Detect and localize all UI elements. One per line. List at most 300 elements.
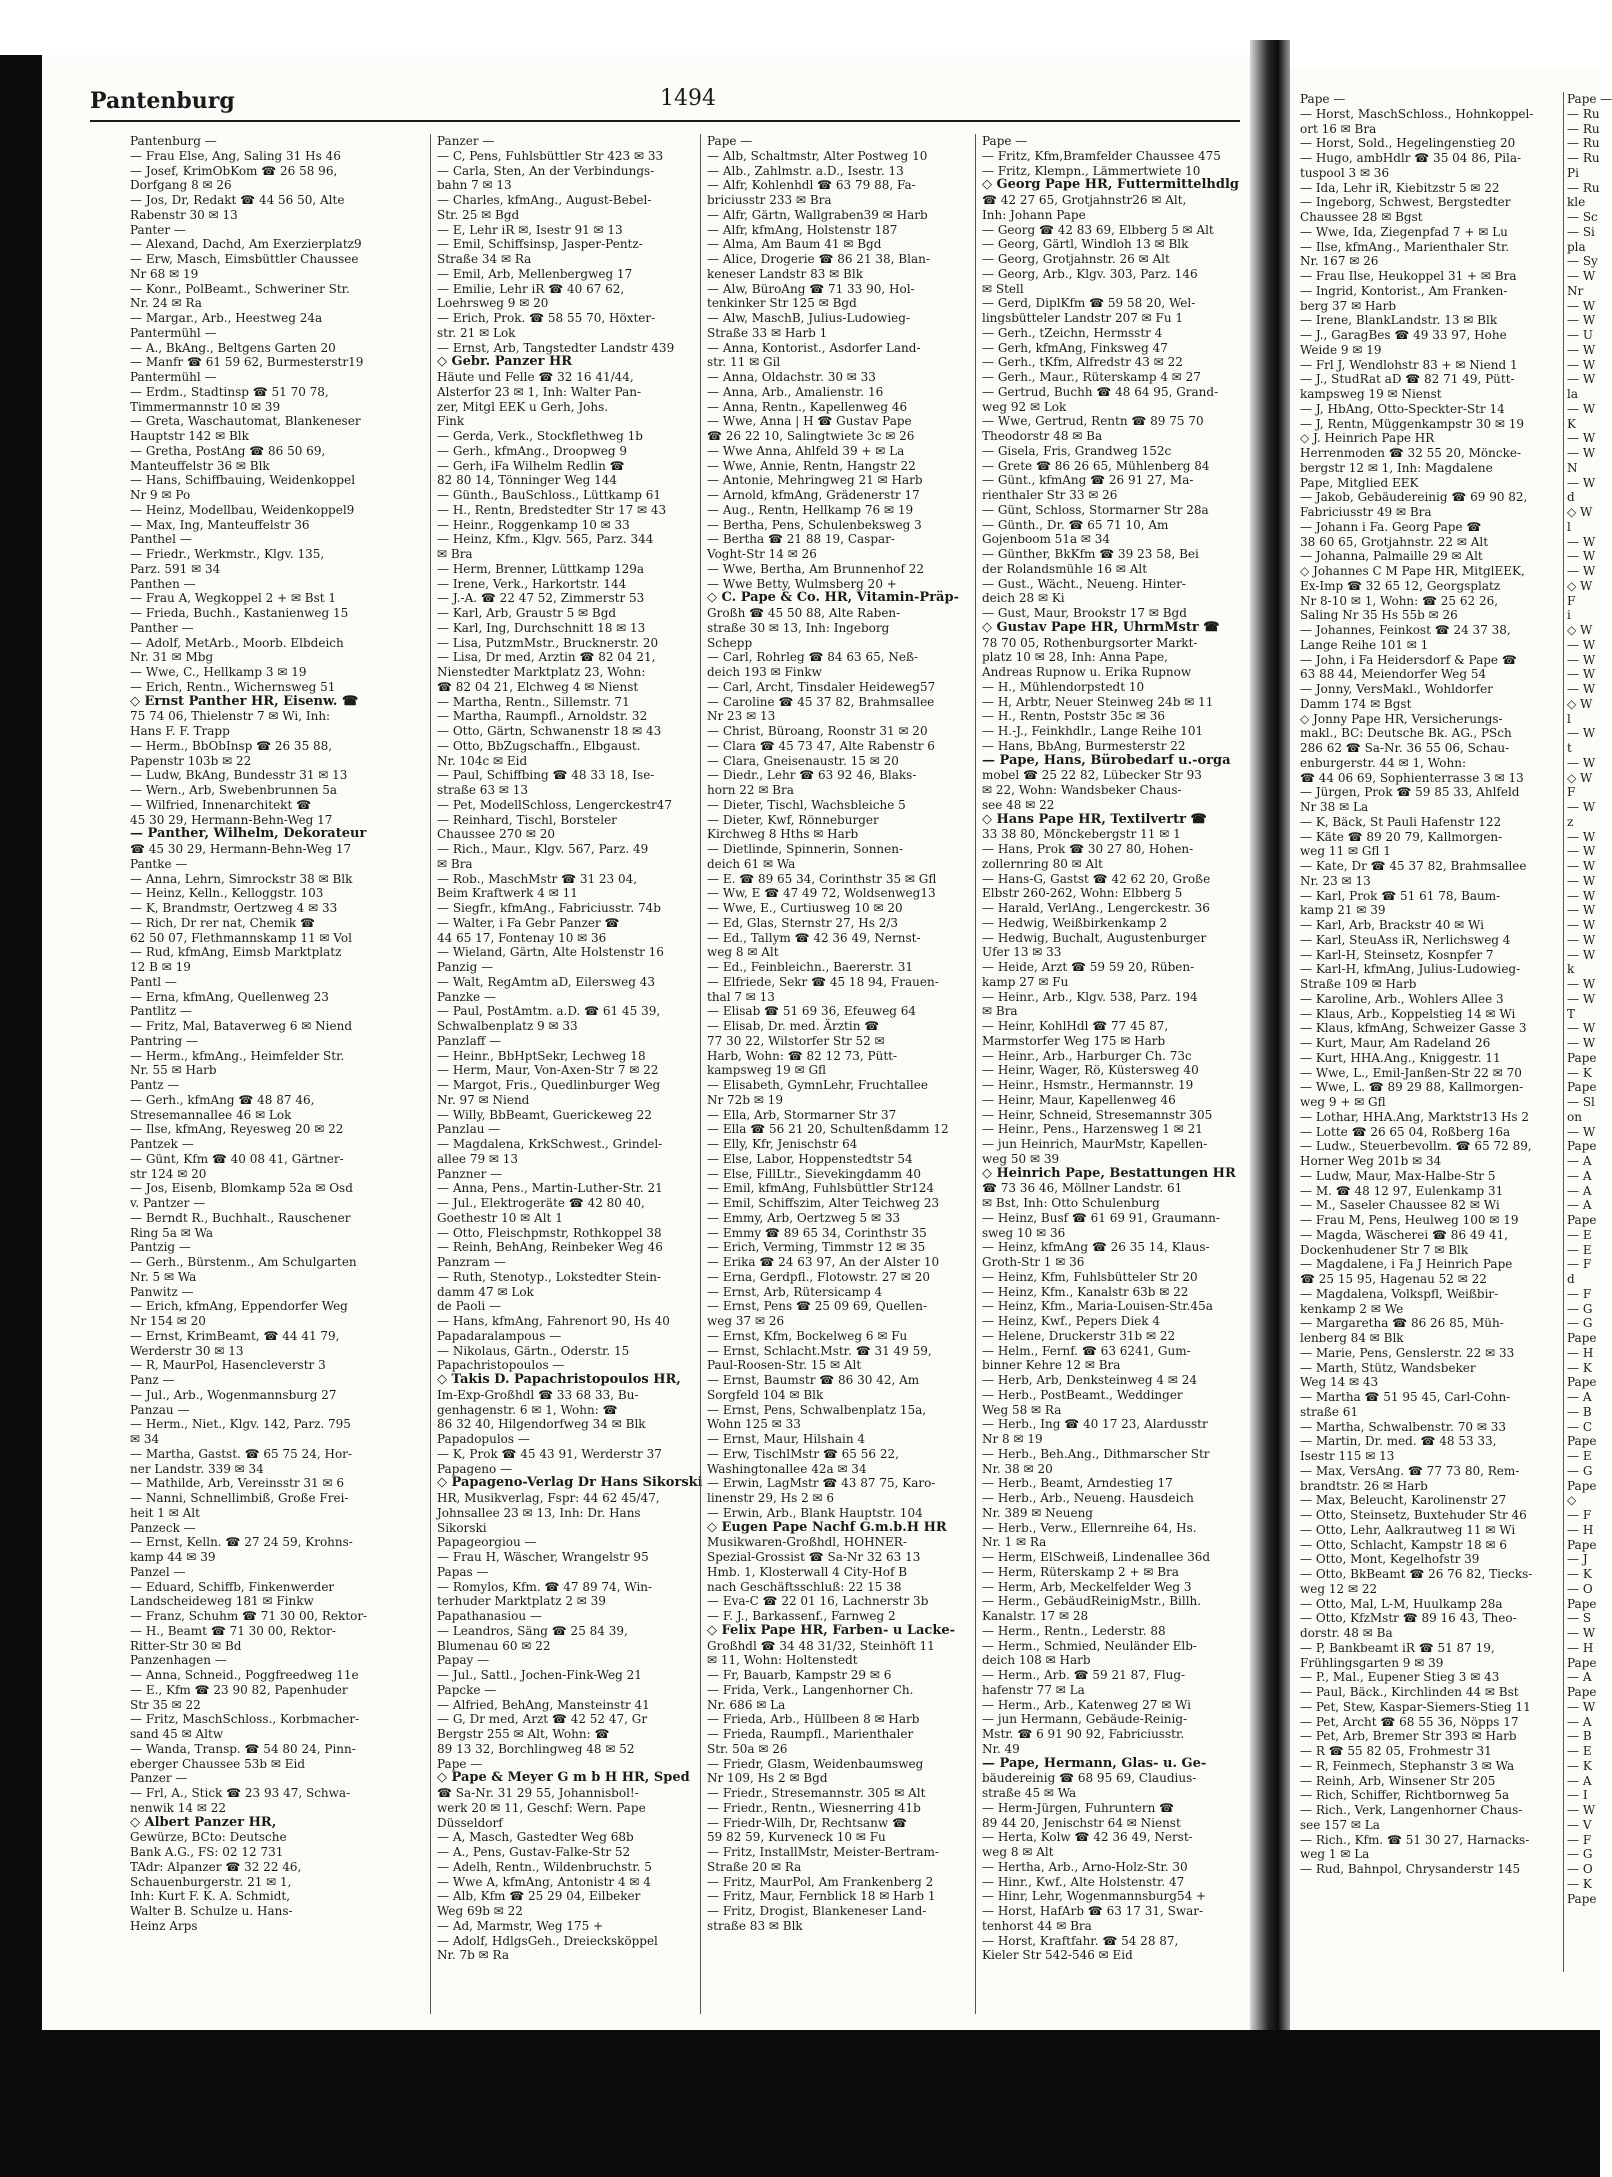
directory-entry-line: ◇ Johannes C M Pape HR, MitglEEK, [1300,564,1525,578]
directory-entry-line: — Heinr., Pens., Harzensweg 1 ✉ 21 [982,1122,1203,1137]
directory-entry-line: — Kate, Dr ☎ 45 37 82, Brahmsallee [1300,859,1527,873]
directory-entry-line: — Herm, Rüterskamp 2 + ✉ Bra [982,1564,1179,1579]
directory-entry-line: Papadopulos — [437,1432,530,1446]
directory-entry-line: — Erw, TischlMstr ☎ 65 56 22, [707,1446,899,1461]
directory-entry-line: — Erika ☎ 24 63 97, An der Alster 10 [707,1255,940,1269]
directory-entry-line: — Jakob, Gebäudereinig ☎ 69 90 82, [1300,490,1528,505]
directory-entry-line: — H [1567,1345,1594,1360]
directory-entry-line: Werderstr 30 ✉ 13 [130,1343,244,1358]
directory-entry-line: Goethestr 10 ✉ Alt 1 [437,1210,563,1225]
directory-entry-line: — Max, Ing, Manteuffelstr 36 [130,517,310,532]
directory-entry-line: — Heinz, Kfm., Klgv. 565, Parz. 344 [437,532,654,547]
directory-entry-line: enburgerstr. 44 ✉ 1, Wohn: [1300,755,1466,770]
directory-entry-line: Panzram — [437,1255,506,1269]
directory-entry-line: — J.-A. ☎ 22 47 52, Zimmerstr 53 [437,591,645,606]
directory-entry-line: zer, Mitgl EEK u Gerh, Johs. [437,399,609,414]
directory-entry-line: — Frau M, Pens, Heulweg 100 ✉ 19 [1300,1213,1519,1227]
directory-entry-line: l [1567,711,1571,726]
directory-entry-line: — H.-J., Feinkhdlr., Lange Reihe 101 [982,724,1204,738]
directory-entry-line: — W [1567,431,1596,446]
directory-entry-line: Str 35 ✉ 22 [130,1697,201,1712]
directory-entry-line: Nienstedter Marktplatz 23, Wohn: [437,665,646,679]
directory-entry-line: — Georg ☎ 42 83 69, Elbberg 5 ✉ Alt [982,222,1214,237]
directory-entry-line: — Paul, Schiffbing ☎ 48 33 18, Ise- [437,768,655,783]
facing-column-2 [1563,92,1612,1972]
directory-entry-line: Großh ☎ 45 50 88, Alte Raben- [707,606,901,620]
directory-entry-line: — Panther, Wilhelm, Dekorateur [130,826,367,842]
directory-entry-line: — Jürgen, Prok ☎ 59 85 33, Ahlfeld [1300,785,1520,800]
directory-entry-line: Pantzig — [130,1240,191,1255]
directory-entry-line: ◇ W [1567,696,1593,711]
directory-entry-line: deich 61 ✉ Wa [707,856,796,871]
directory-entry-line: Pape — [982,134,1028,148]
directory-entry-line: — Pape, Hermann, Glas- u. Ge- [982,1755,1207,1771]
directory-entry-line: — W [1567,829,1596,844]
directory-entry-line: Hmb. 1, Klosterwall 4 City-Hof B [707,1564,908,1579]
directory-entry-line: — Irene, BlankLandstr. 13 ✉ Blk [1300,313,1498,328]
directory-entry-line: — Frieda, Raumpfl., Marienthaler [707,1727,914,1741]
directory-entry-line: Manteuffelstr 36 ✉ Blk [130,458,270,473]
directory-entry-line: — Ww, E ☎ 47 49 72, Woldsenweg13 [707,886,936,901]
directory-entry-line: — Ludw, BkAng, Bundesstr 31 ✉ 13 [130,768,348,783]
directory-entry-line: str 124 ✉ 20 [130,1166,207,1181]
directory-entry-line: — J [1567,1552,1588,1567]
directory-entry-line: — Heinz, Busf ☎ 61 69 91, Graumann- [982,1210,1220,1225]
directory-entry-line: — W [1567,298,1596,313]
directory-entry-line: Washingtonallee 42a ✉ 34 [707,1461,867,1476]
directory-entry-line: ◇ Eugen Pape Nachf G.m.b.H HR [707,1519,947,1535]
directory-entry-line: — Elfriede, Sekr ☎ 45 18 94, Frauen- [707,974,939,989]
directory-entry-line: — Herb., Ing ☎ 40 17 23, Alardusstr [982,1417,1208,1432]
directory-entry-line: — Margaretha ☎ 86 26 85, Müh- [1300,1316,1504,1331]
directory-entry-line: — Irene, Verk., Harkortstr. 144 [437,576,627,591]
directory-entry-line: Schwalbenplatz 9 ✉ 33 [437,1019,578,1033]
directory-entry-line: straße 83 ✉ Blk [707,1918,803,1933]
directory-entry-line: — Heinz, kfmAng ☎ 26 35 14, Klaus- [982,1240,1210,1255]
directory-entry-line: Pape [1567,1213,1597,1227]
directory-entry-line: ✉ Bra [437,856,473,871]
directory-entry-line: Papathanasiou — [437,1609,542,1623]
directory-entry-line: — A., BkAng., Beltgens Garten 20 [130,340,336,355]
directory-entry-line: — Max, VersAng. ☎ 77 73 80, Rem- [1300,1463,1520,1478]
directory-entry-line: — Wwe, Bertha, Am Brunnenhof 22 [707,561,925,576]
directory-entry-line: — Alw, BüroAng ☎ 71 33 90, Hol- [707,281,915,296]
directory-entry-line: Nr. 7b ✉ Ra [437,1948,510,1963]
directory-entry-line: — Horst, Sold., Hegelingenstieg 20 [1300,136,1516,151]
directory-entry-line: 45 30 29, Hermann-Behn-Weg 17 [130,812,333,827]
directory-entry-line: — Gust., Wächt., Neueng. Hinter- [982,576,1186,591]
directory-entry-line: — K [1567,1876,1592,1891]
directory-entry-line: weg 37 ✉ 26 [707,1314,785,1328]
directory-entry-line: — Gerh., tKfm, Alfredstr 43 ✉ 22 [982,355,1183,370]
directory-entry-line: Pape [1567,1685,1597,1699]
directory-entry-line: — Karl, Ing, Durchschnitt 18 ✉ 13 [437,620,646,635]
directory-entry-line: — Otto, Schlacht, Kampstr 18 ✉ 6 [1300,1537,1508,1552]
directory-entry-line: Schauenburgerstr. 21 ✉ 1, [130,1874,292,1889]
directory-entry-line: Blumenau 60 ✉ 22 [437,1638,551,1653]
directory-entry-line: — Walter, i Fa Gebr Panzer ☎ [437,915,620,930]
directory-entry-line: sand 45 ✉ Altw [130,1727,224,1741]
directory-entry-line: ✉ Bst, Inh: Otto Schulenburg [982,1196,1160,1210]
directory-entry-line: — G, Dr med, Arzt ☎ 42 52 47, Gr [437,1712,648,1727]
directory-entry-line: — Emilie, Lehr iR ☎ 40 67 62, [437,281,625,296]
directory-entry-line: — G [1567,1847,1593,1862]
directory-entry-line: — Arnold, kfmAng, Grädenerstr 17 [707,488,920,502]
directory-entry-line: — Heinr., Arb., Klgv. 538, Parz. 194 [982,989,1198,1004]
directory-entry-line: — Fritz, Maur, Fernblick 18 ✉ Harb 1 [707,1889,936,1904]
directory-entry-line: — Emmy, Arb, Oertzweg 5 ✉ 33 [707,1210,901,1225]
directory-entry-line: zollernring 80 ✉ Alt [982,856,1103,871]
directory-entry-line: — W [1567,682,1596,696]
directory-entry-line: Fink [437,414,465,429]
directory-entry-line: — G [1567,1463,1593,1478]
directory-entry-line: — Gerh, kfmAng, Finksweg 47 [982,340,1168,355]
directory-entry-line: Pi [1567,165,1579,180]
directory-entry-line: — B [1567,1729,1592,1744]
directory-entry-line: Pape [1567,1331,1597,1345]
directory-entry-line: — Ida, Lehr iR, Kiebitzstr 5 ✉ 22 [1300,180,1500,195]
directory-entry-line: — Fritz, Mal, Bataverweg 6 ✉ Niend [130,1019,352,1033]
directory-entry-line: — Erna, kfmAng, Quellenweg 23 [130,989,329,1004]
directory-entry-line: — Herb., Arb., Neueng. Hausdeich [982,1491,1194,1505]
directory-entry-line: Nr 72b ✉ 19 [707,1092,783,1107]
directory-entry-line: — Ad, Marmstr, Weg 175 + [437,1918,604,1933]
directory-entry-line: Nr 109, Hs 2 ✉ Bgd [707,1771,828,1786]
directory-entry-line: — Aug., Rentn, Hellkamp 76 ✉ 19 [707,502,914,517]
directory-entry-line: Pape [1567,1434,1597,1449]
directory-entry-line: — Martin, Dr. med. ☎ 48 53 33, [1300,1434,1497,1449]
directory-entry-line: — Fr, Bauarb, Kampstr 29 ✉ 6 [707,1668,892,1682]
directory-entry-line: ☎ 26 22 10, Salingtwiete 3c ✉ 26 [707,429,915,443]
directory-entry-line: Nr 9 ✉ Po [130,488,191,502]
directory-entry-line: nach Geschäftsschluß: 22 15 38 [707,1579,902,1594]
directory-entry-line: ◇ Gebr. Panzer HR [437,354,573,370]
scan-margin-top [0,0,1600,55]
directory-entry-line: — W [1567,859,1596,873]
directory-entry-line: Elbstr 260-262, Wohn: Elbberg 5 [982,886,1183,901]
directory-entry-line: — Hans-G, Gastst ☎ 42 62 20, Große [982,871,1211,886]
directory-entry-line: — Ru [1567,121,1600,136]
directory-entry-line: Stresemannallee 46 ✉ Lok [130,1107,292,1122]
directory-entry-line: platz 10 ✉ 28, Inh: Anna Pape, [982,650,1168,665]
directory-entry-line: — Nikolaus, Gärtn., Oderstr. 15 [437,1343,630,1358]
directory-entry-line: — Erdm., Stadtinsp ☎ 51 70 78, [130,384,329,399]
directory-entry-line: — Gerda, Verk., Stockflethweg 1b [437,429,643,443]
directory-entry-line: ◇ Papageno-Verlag Dr Hans Sikorski [437,1475,703,1491]
directory-entry-line: ☎ 44 06 69, Sophienterrasse 3 ✉ 13 [1300,770,1524,785]
directory-entry-line: — Wwe, E., Curtiusweg 10 ✉ 20 [707,901,903,915]
directory-entry-line: Düsseldorf [437,1815,503,1830]
directory-entry-line: — Paul, PostAmtm. a.D. ☎ 61 45 39, [437,1004,661,1019]
directory-entry-line: — Ernst, Kelln. ☎ 27 24 59, Krohns- [130,1535,353,1550]
directory-entry-line: — Christ, Büroang, Roonstr 31 ✉ 20 [707,724,928,738]
directory-entry-line: — Otto, Lehr, Aalkrautweg 11 ✉ Wi [1300,1522,1516,1537]
directory-entry-line: — Dieter, Kwf, Rönneburger [707,812,879,827]
directory-column-2 [430,134,707,2014]
directory-entry-line: — Heinz, Kfm., Kanalstr 63b ✉ 22 [982,1284,1189,1299]
directory-entry-line: — jun Hermann, Gebäude-Reinig- [982,1712,1188,1727]
directory-entry-line: 12 B ✉ 19 [130,960,191,974]
directory-entry-line: — R, MaurPol, Hasencleverstr 3 [130,1358,326,1373]
directory-entry-line: — Anna, Oldachstr. 30 ✉ 33 [707,370,876,384]
directory-entry-line: Timmermannstr 10 ✉ 39 [130,399,281,414]
directory-entry-line: — F [1567,1832,1592,1847]
directory-entry-line: — K [1567,1567,1592,1581]
directory-entry-line: kenkamp 2 ✉ We [1300,1301,1404,1316]
directory-entry-line: — Sy [1567,254,1598,269]
directory-entry-line: — Berndt R., Buchhalt., Rauschener [130,1210,351,1225]
directory-entry-line: — J., StudRat aD ☎ 82 71 49, Pütt- [1300,372,1515,387]
directory-entry-line: — Wwe, L. ☎ 89 29 88, Kallmorgen- [1300,1080,1524,1095]
directory-entry-line: ◇ W [1567,770,1593,785]
directory-entry-line: — Rich., Maur., Klgv. 567, Parz. 49 [437,842,649,856]
directory-entry-line: — J, HbAng, Otto-Speckter-Str 14 [1300,401,1505,416]
directory-entry-line: — Ru [1567,180,1600,195]
directory-entry-line: — Friedr., Rentn., Wiesnerring 41b [707,1800,921,1815]
directory-entry-line: — K [1567,1360,1592,1375]
directory-entry-line: 63 88 44, Meiendorfer Weg 54 [1300,667,1487,682]
directory-entry-line: — A., Pens, Gustav-Falke-Str 52 [437,1845,631,1859]
directory-entry-line: Chaussee 270 ✉ 20 [437,827,555,842]
directory-entry-line: Groth-Str 1 ✉ 36 [982,1255,1085,1269]
directory-entry-line: — Karl-H, kfmAng, Julius-Ludowieg- [1300,962,1521,977]
directory-entry-line: Panzeck — [130,1520,196,1535]
directory-entry-line: weg 9 + ✉ Gfl [1300,1095,1386,1109]
directory-entry-line: Str. 25 ✉ Bgd [437,207,520,222]
directory-entry-line: — Johannes, Feinkost ☎ 24 37 38, [1300,623,1511,637]
directory-entry-line: — Erwin, LagMstr ☎ 43 87 75, Karo- [707,1476,936,1491]
directory-entry-line: pla [1567,239,1586,254]
directory-entry-line: — Martha, Raumpfl., Arnoldstr. 32 [437,709,648,724]
directory-entry-line: ✉ Bra [437,547,473,561]
directory-entry-line: — Lothar, HHA.Ang, Marktstr13 Hs 2 [1300,1109,1530,1124]
directory-entry-line: — Friedr-Wilh, Dr, Rechtsanw ☎ [707,1815,907,1830]
directory-entry-line: — E [1567,1227,1592,1242]
directory-entry-line: — H., Rentn, Poststr 35c ✉ 36 [982,709,1166,724]
directory-entry-line: — A [1567,1168,1592,1183]
directory-entry-line: — Hans, kfmAng, Fahrenort 90, Hs 40 [437,1314,670,1328]
directory-entry-line: hafenstr 77 ✉ La [982,1682,1085,1697]
directory-entry-line: — Wanda, Transp. ☎ 54 80 24, Pinn- [130,1741,356,1756]
directory-entry-line: weg 12 ✉ 22 [1300,1581,1378,1596]
directory-entry-line: — Dietlinde, Spinnerin, Sonnen- [707,842,904,856]
directory-entry-line: Pape [1567,1080,1597,1095]
directory-entry-line: Wohn 125 ✉ 33 [707,1417,801,1432]
directory-entry-line: t [1567,741,1572,755]
directory-entry-line: ☎ 73 36 46, Möllner Landstr. 61 [982,1181,1183,1196]
directory-entry-line: — Wwe, Anna | H ☎ Gustav Pape [707,414,912,429]
directory-entry-line: — Ruth, Stenotyp., Lokstedter Stein- [437,1269,662,1284]
directory-entry-line: — W [1567,800,1596,814]
directory-entry-line: — Heinr, KohlHdl ☎ 77 45 87, [982,1019,1169,1033]
directory-entry-line: — Wilfried, Innenarchitekt ☎ [130,797,312,812]
directory-entry-line: — E, Lehr iR ✉, Isestr 91 ✉ 13 [437,222,623,237]
directory-entry-line: — Herm, Brenner, Lüttkamp 129a [437,561,645,576]
directory-entry-line: — Heide, Arzt ☎ 59 59 20, Rüben- [982,960,1195,974]
directory-entry-line: — Grete ☎ 86 26 65, Mühlenberg 84 [982,458,1210,473]
directory-entry-line: — I [1567,1788,1588,1803]
directory-entry-line: — Ernst, Pens ☎ 25 09 69, Quellen- [707,1299,928,1314]
directory-entry-line: — Sl [1567,1095,1595,1109]
directory-column-3 [700,134,982,2014]
directory-entry-line: 86 32 40, Hilgendorfweg 34 ✉ Blk [437,1417,646,1432]
directory-entry-line: — Wwe Anna, Ahlfeld 39 + ✉ La [707,443,905,458]
directory-entry-line: — Jul., Arb., Wogenmannsburg 27 [130,1387,337,1402]
directory-entry-line: — Lisa, Dr med, Arztin ☎ 82 04 21, [437,650,656,665]
directory-column-1 [130,134,412,2014]
directory-entry-line: Nr [1567,283,1584,298]
directory-entry-line: — F. J., Barkassenf., Farnweg 2 [707,1609,896,1623]
directory-entry-line: terhuder Marktplatz 2 ✉ 39 [437,1594,606,1609]
directory-entry-line: 78 70 05, Rothenburgsorter Markt- [982,635,1198,650]
directory-entry-line: — Bertha ☎ 21 88 19, Caspar- [707,532,895,547]
directory-entry-line: deich 108 ✉ Harb [982,1653,1091,1668]
directory-entry-line: — E [1567,1449,1592,1463]
directory-entry-line: ◇ Gustav Pape HR, UhrmMstr ☎ [982,619,1220,635]
directory-entry-line: z [1567,814,1574,829]
directory-entry-line: — S [1567,1611,1592,1626]
directory-entry-line: — Reinhard, Tischl, Borsteler [437,812,617,827]
directory-entry-line: kamp 44 ✉ 39 [130,1550,216,1564]
directory-entry-line: damm 47 ✉ Lok [437,1284,534,1299]
directory-entry-line: Pantermühl — [130,325,217,340]
directory-entry-line: Beim Kraftwerk 4 ✉ 11 [437,886,578,901]
directory-entry-line: — Herm., Arb. ☎ 59 21 87, Flug- [982,1668,1186,1682]
directory-entry-line: ◇ W [1567,623,1593,637]
directory-entry-line: Panzel — [130,1564,186,1579]
directory-entry-line: — O [1567,1862,1593,1876]
directory-entry-line: — Heinr., Arb., Harburger Ch. 73c [982,1048,1192,1063]
directory-entry-line: — Frau Else, Ang, Saling 31 Hs 46 [130,148,341,163]
directory-entry-line: — Johann i Fa. Georg Pape ☎ [1300,519,1482,534]
directory-entry-line: 44 65 17, Fontenay 10 ✉ 36 [437,930,607,945]
directory-entry-line: — C, Pens, Fuhlsbüttler Str 423 ✉ 33 [437,148,664,163]
directory-entry-line: — C [1567,1419,1592,1434]
directory-entry-line: — Ru [1567,151,1600,165]
directory-entry-line: — Nanni, Schnellimbiß, Große Frei- [130,1491,349,1505]
directory-entry-line: — Frl, A., Stick ☎ 23 93 47, Schwa- [130,1786,351,1800]
directory-entry-line: — Elisabeth, GymnLehr, Fruchtallee [707,1078,928,1092]
directory-entry-line: Gojenboom 51a ✉ 34 [982,532,1111,547]
directory-entry-line: kamp 21 ✉ 39 [1300,903,1386,918]
directory-entry-line: — Heinr., Hsmstr., Hermannstr. 19 [982,1078,1194,1092]
directory-entry-line: — Otto, Mont, Kegelhofstr 39 [1300,1552,1480,1567]
directory-entry-line: — Walt, RegAmtm aD, Eilersweg 43 [437,974,655,989]
directory-entry-line: Nr 68 ✉ 19 [130,266,199,281]
directory-entry-line: — Erna, Gerdpfl., Flotowstr. 27 ✉ 20 [707,1269,931,1284]
directory-entry-line: HR, Musikverlag, Fspr: 44 62 45/47, [437,1491,660,1505]
directory-entry-line: Dorfgang 8 ✉ 26 [130,178,232,193]
directory-entry-line: Pantz — [130,1078,180,1092]
directory-entry-line: — Franz, Schuhm ☎ 71 30 00, Rektor- [130,1609,368,1623]
directory-entry-line: — Ernst, Pens, Schwalbenplatz 15a, [707,1402,927,1417]
directory-entry-line: Panthel — [130,532,192,547]
directory-entry-line: — H, Arbtr, Neuer Steinweg 24b ✉ 11 [982,694,1214,709]
directory-entry-line: — Herm., Niet., Klgv. 142, Parz. 795 [130,1417,351,1432]
directory-entry-line: Weg 69b ✉ 22 [437,1904,523,1918]
directory-entry-line: dorstr. 48 ✉ Ba [1300,1626,1393,1640]
directory-entry-line: — Georg, Arb., Klgv. 303, Parz. 146 [982,266,1198,281]
directory-entry-line: Isestr 115 ✉ 13 [1300,1449,1395,1463]
directory-entry-line: — Erw, Masch, Eimsbüttler Chaussee [130,252,359,266]
directory-entry-line: Pape [1567,1596,1597,1611]
page-number: 1494 [660,86,716,111]
directory-entry-line: Papadaralampous — [437,1328,562,1343]
directory-entry-line: — Rich., Kfm. ☎ 51 30 27, Harnacks- [1300,1832,1530,1847]
directory-entry-line: — A [1567,1670,1592,1685]
directory-entry-line: Pantl — [130,974,177,989]
directory-entry-line: — Heinz, Kfm., Maria-Louisen-Str.45a [982,1299,1213,1314]
directory-entry-line: Pape — [437,1756,483,1771]
directory-entry-line: — Carl, Archt, Tinsdaler Heideweg57 [707,679,936,694]
directory-entry-line: — Rud, Bahnpol, Chrysanderstr 145 [1300,1862,1521,1876]
directory-entry-line: — A [1567,1714,1592,1729]
directory-entry-line: Nr. 49 [982,1741,1020,1756]
directory-entry-line: — Hedwig, Buchalt, Augustenburger [982,930,1207,945]
directory-entry-line: — Antonie, Mehringweg 21 ✉ Harb [707,473,923,488]
directory-entry-line: Kieler Str 542-546 ✉ Eid [982,1948,1133,1963]
directory-entry-line: Straße 34 ✉ Ra [437,252,532,266]
directory-entry-line: Nr. 104c ✉ Eid [437,753,528,768]
directory-entry-line: Nr. 686 ✉ La [707,1697,786,1712]
directory-entry-line: tenhorst 44 ✉ Bra [982,1918,1092,1933]
directory-entry-line: — Rich., Verk, Langenhorner Chaus- [1300,1803,1523,1817]
directory-entry-line: — B [1567,1404,1592,1419]
directory-entry-line: — Wwe, Gertrud, Rentn ☎ 89 75 70 [982,414,1204,429]
directory-entry-line: nenwik 14 ✉ 22 [130,1800,226,1815]
directory-entry-line: — Magdalene, i Fa J Heinrich Pape [1300,1257,1513,1272]
directory-entry-line: — A [1567,1154,1592,1168]
directory-entry-line: 89 13 32, Borchlingweg 48 ✉ 52 [437,1741,635,1756]
directory-entry-line: — Marie, Pens, Genslerstr. 22 ✉ 33 [1300,1345,1515,1360]
directory-entry-line: — W [1567,401,1596,416]
directory-entry-line: Kanalstr. 17 ✉ 28 [982,1609,1089,1623]
directory-entry-line: — Herm., BbObInsp ☎ 26 35 88, [130,738,333,753]
directory-entry-line: Harb, Wohn: ☎ 82 12 73, Pütt- [707,1048,898,1063]
directory-entry-line: — Otto, BkBeamt ☎ 26 76 82, Tiecks- [1300,1567,1533,1581]
directory-entry-line: — R, Feinmech, Stephanstr 3 ✉ Wa [1300,1758,1515,1773]
directory-entry-line: — Martha ☎ 51 95 45, Carl-Cohn- [1300,1390,1511,1404]
directory-entry-line: — Leandros, Säng ☎ 25 84 39, [437,1623,628,1638]
directory-entry-line: — Anna, Lehrn, Simrockstr 38 ✉ Blk [130,871,353,886]
directory-entry-line: — Willy, BbBeamt, Guerickeweg 22 [437,1107,652,1122]
directory-entry-line: 89 44 20, Jenischstr 64 ✉ Nienst [982,1815,1181,1830]
directory-entry-line: — Fritz, Drogist, Blankeneser Land- [707,1904,927,1918]
directory-entry-line: tenkinker Str 125 ✉ Bgd [707,296,857,311]
directory-entry-line: — Klaus, kfmAng, Schweizer Gasse 3 [1300,1021,1527,1036]
directory-entry-line: Weide 9 ✉ 19 [1300,342,1382,357]
directory-entry-line: — W [1567,475,1596,490]
directory-entry-line: straße 61 [1300,1404,1359,1419]
directory-entry-line: — Josef, KrimObKom ☎ 26 58 96, [130,163,338,178]
directory-entry-line: — Ilse, kfmAng, Reyesweg 20 ✉ 22 [130,1122,344,1137]
directory-entry-line: ◇ Georg Pape HR, Futtermittelhdlg [982,177,1239,193]
directory-entry-line: Straße 109 ✉ Harb [1300,977,1417,991]
directory-entry-line: — Anna, Rentn., Kapellenweg 46 [707,399,908,414]
directory-entry-line: Pantenburg — [130,134,217,148]
directory-entry-line: thal 7 ✉ 13 [707,989,775,1004]
directory-entry-line: — Heinz, Kwf., Pepers Diek 4 [982,1314,1161,1328]
directory-entry-line: — Erich, Prok. ☎ 58 55 70, Höxter- [437,311,656,325]
directory-entry-line: d [1567,490,1575,505]
directory-entry-line: Inh: Johann Pape [982,207,1086,222]
directory-entry-line: — W [1567,1021,1596,1036]
directory-entry-line: — E [1567,1242,1592,1257]
directory-entry-line: — Alice, Drogerie ☎ 86 21 38, Blan- [707,252,930,266]
directory-entry-line: — Mathilde, Arb, Vereinsstr 31 ✉ 6 [130,1476,344,1491]
directory-entry-line: Gewürze, BCto: Deutsche [130,1830,287,1845]
directory-entry-line: — Hans, Schiffbauing, Weidenkoppel [130,473,356,488]
